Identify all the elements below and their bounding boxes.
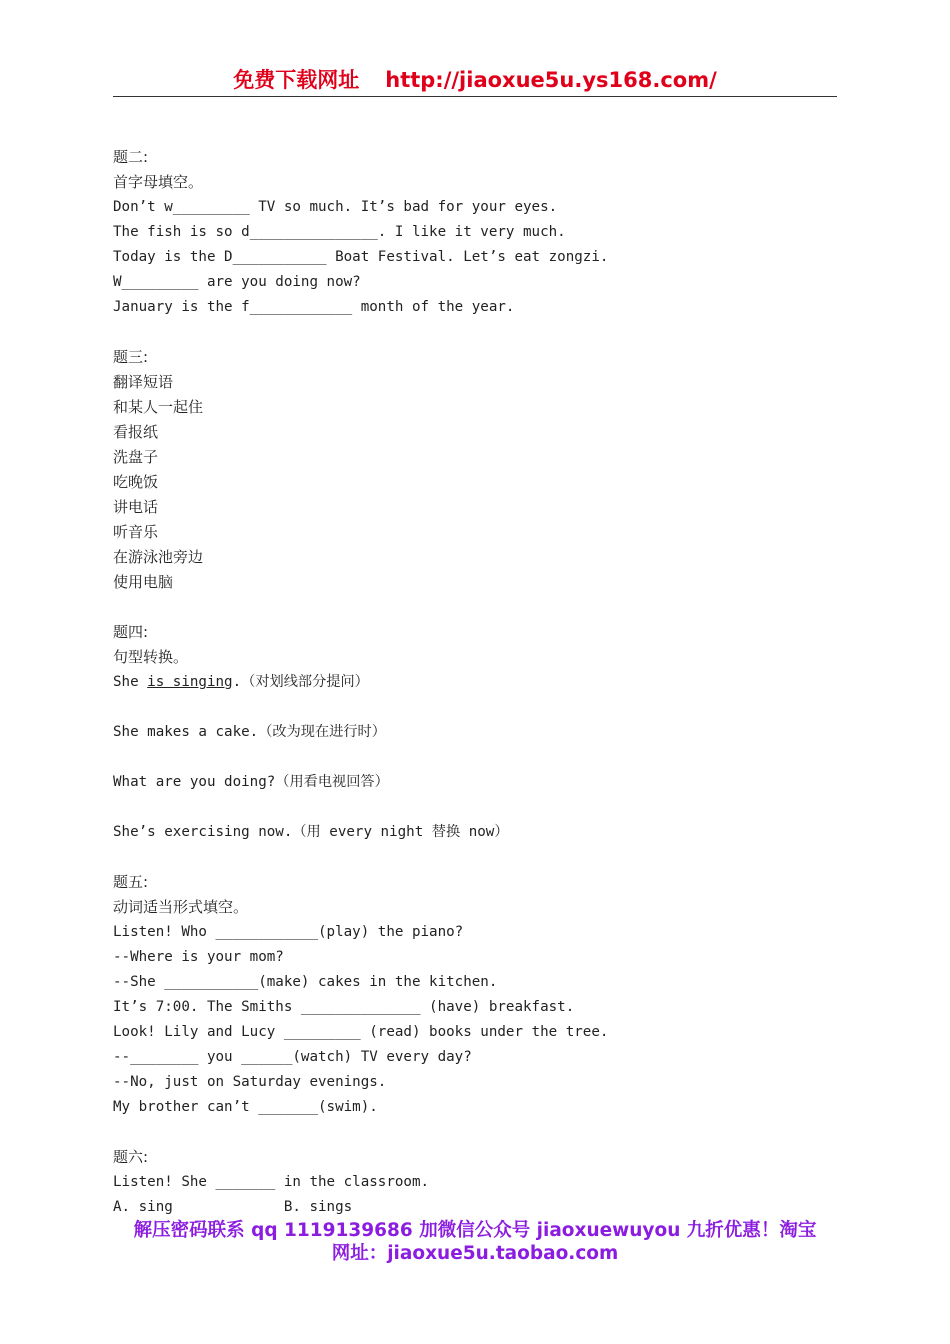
question-line: Today is the D___________ Boat Festival. Let’s eat zongzi. bbox=[113, 249, 609, 265]
answer-options: A. sing B. sings bbox=[113, 1199, 353, 1215]
header-url[interactable]: http://jiaoxue5u.ys168.com/ bbox=[385, 68, 717, 92]
section-5-title: 题五: bbox=[113, 873, 149, 891]
footer-line-2[interactable]: 网址：jiaoxue5u.taobao.com bbox=[331, 1243, 619, 1264]
phrase-line: 看报纸 bbox=[113, 423, 159, 441]
phrase-line: 讲电话 bbox=[113, 498, 159, 516]
phrase-line: 在游泳池旁边 bbox=[113, 548, 204, 566]
section-4-title: 题四: bbox=[113, 623, 149, 641]
question-line: What are you doing?（用看电视回答） bbox=[113, 774, 389, 790]
question-line: --Where is your mom? bbox=[113, 949, 284, 965]
question-line: She is singing.（对划线部分提问） bbox=[113, 674, 369, 690]
section-2-title: 题二: bbox=[113, 148, 149, 166]
section-5-instruction: 动词适当形式填空。 bbox=[113, 898, 249, 916]
question-line: Listen! Who ____________(play) the piano? bbox=[113, 924, 464, 940]
question-line: My brother can’t _______(swim). bbox=[113, 1099, 378, 1115]
underlined-text: is singing bbox=[147, 674, 233, 690]
section-6-title: 题六: bbox=[113, 1148, 149, 1166]
question-line: The fish is so d_______________. I like it very much. bbox=[113, 224, 566, 240]
header-title: 免费下载网址 bbox=[233, 68, 360, 92]
phrase-line: 使用电脑 bbox=[113, 573, 174, 591]
footer-line-1: 解压密码联系 qq 1119139686 加微信公众号 jiaoxuewuyou 九折优惠！淘宝 bbox=[133, 1220, 817, 1241]
question-line: It’s 7:00. The Smiths ______________ (have) breakfast. bbox=[113, 999, 575, 1015]
question-line: She’s exercising now.（用 every night 替换 now） bbox=[113, 824, 509, 840]
phrase-line: 听音乐 bbox=[113, 523, 159, 541]
section-4-instruction: 句型转换。 bbox=[113, 648, 189, 666]
document-body bbox=[113, 145, 853, 1220]
question-line: W_________ are you doing now? bbox=[113, 274, 361, 290]
phrase-line: 和某人一起住 bbox=[113, 398, 204, 416]
question-line: She makes a cake.（改为现在进行时） bbox=[113, 724, 386, 740]
question-line: Look! Lily and Lucy _________ (read) books under the tree. bbox=[113, 1024, 609, 1040]
phrase-line: 洗盘子 bbox=[113, 448, 159, 466]
question-line: Listen! She _______ in the classroom. bbox=[113, 1174, 430, 1190]
section-2-instruction: 首字母填空。 bbox=[113, 173, 204, 191]
page-footer bbox=[100, 1219, 850, 1265]
phrase-line: 吃晚饭 bbox=[113, 473, 159, 491]
page-header bbox=[113, 66, 837, 97]
section-3-title: 题三: bbox=[113, 348, 149, 366]
question-line: --She ___________(make) cakes in the kitchen. bbox=[113, 974, 498, 990]
question-line: --________ you ______(watch) TV every day? bbox=[113, 1049, 472, 1065]
question-line: --No, just on Saturday evenings. bbox=[113, 1074, 387, 1090]
section-3-instruction: 翻译短语 bbox=[113, 373, 174, 391]
question-line: Don’t w_________ TV so much. It’s bad for your eyes. bbox=[113, 199, 558, 215]
question-line: January is the f____________ month of the year. bbox=[113, 299, 515, 315]
